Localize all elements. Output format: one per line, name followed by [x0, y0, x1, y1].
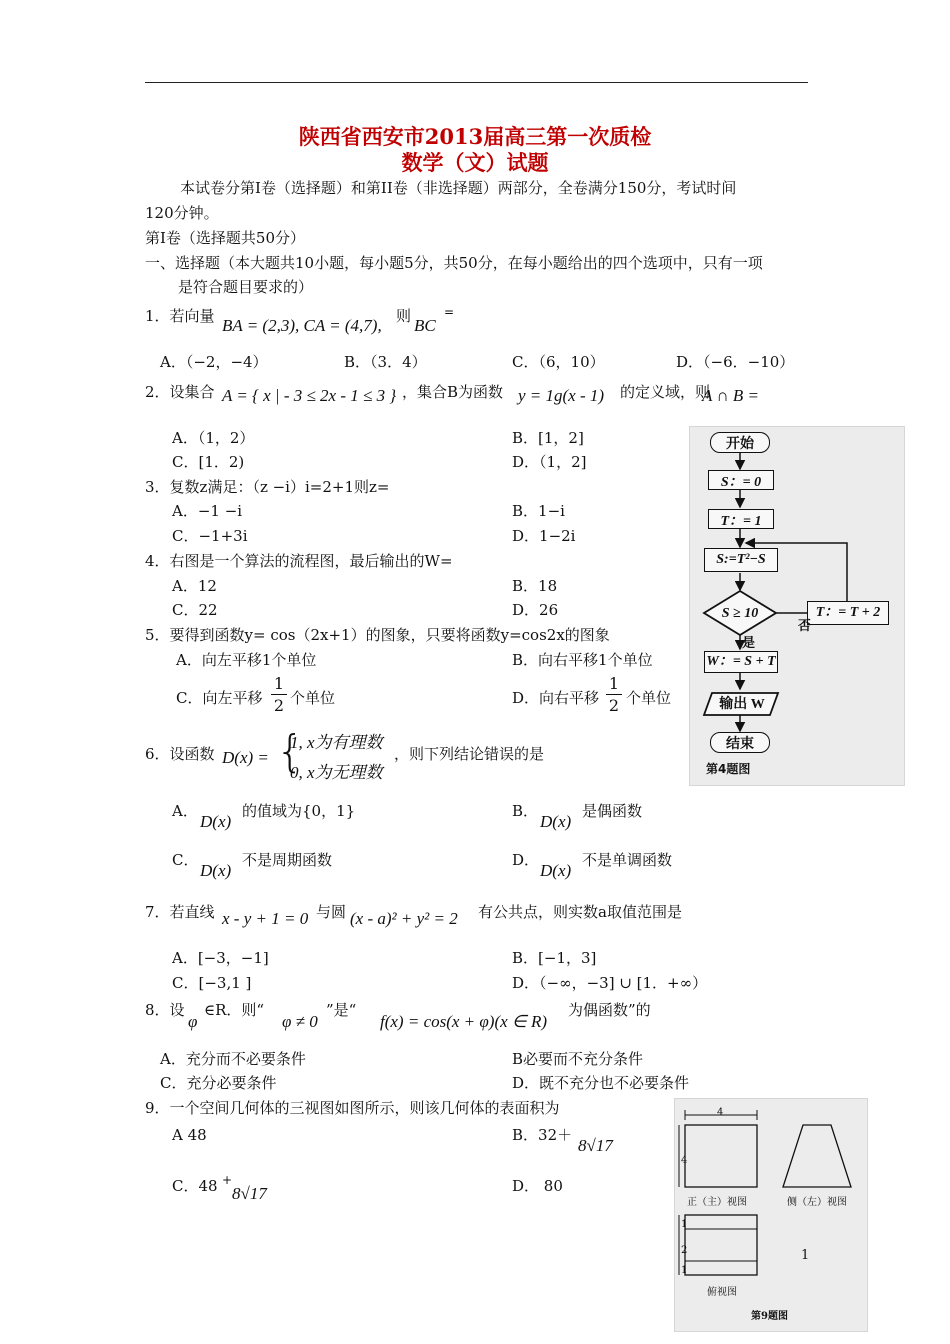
q7-option-c: C．[−3,1 ]	[172, 974, 252, 992]
exam-subtitle: 数学（文）试题	[401, 150, 549, 175]
q6-option-a-dx: D(x)	[200, 812, 232, 831]
q6-case-2: 0, x为无理数	[290, 763, 383, 782]
q8-in-r: ∈R．则“	[204, 1001, 265, 1019]
top-view-label: 俯视图	[707, 1287, 737, 1298]
q6-option-d-dx: D(x)	[540, 861, 572, 880]
q8-option-d: D．既不充分也不必要条件	[512, 1074, 690, 1092]
q1-vectors: BA = (2,3), CA = (4,7),	[222, 316, 382, 335]
q7-tail: 有公共点，则实数a取值范围是	[478, 903, 682, 921]
q6-function: D(x) =	[222, 748, 269, 767]
page-number: 1	[801, 1248, 810, 1263]
q5-option-c-fraction: 1 2	[271, 674, 287, 715]
q1-bc: BC	[414, 316, 436, 335]
q5-option-c-prefix: C．向左平移	[176, 689, 263, 707]
q3-option-c: C．−1+3i	[172, 527, 248, 545]
q1-option-a: A．（−2，−4）	[160, 353, 268, 371]
side-view-label: 侧（左）视图	[787, 1197, 847, 1208]
top-view-dim-1: 1	[681, 1219, 688, 1230]
flowchart-update-t: T：= T + 2	[807, 601, 889, 625]
q8-tail: 为偶函数”的	[568, 1001, 651, 1019]
q2-tail: 的定义域，则	[620, 383, 711, 401]
flowchart-no-label: 否	[798, 619, 812, 634]
q5-stem: 5．要得到函数y= cos（2x+1）的图象，只要将函数y=cos2x的图象	[145, 626, 610, 644]
flowchart-end: 结束	[710, 732, 770, 753]
flowchart-output: 输出 W	[719, 697, 765, 712]
q2-option-d: D．（1，2]	[512, 453, 587, 471]
q8-option-b: B必要而不充分条件	[512, 1050, 644, 1068]
part1-heading: 第Ⅰ卷（选择题共50分）	[145, 229, 306, 247]
q7-line: x - y + 1 = 0	[222, 909, 309, 928]
q1-option-d: D．（−6．−10）	[676, 353, 795, 371]
q6-stem: 6．设函数	[145, 745, 215, 763]
q8-phi: φ	[188, 1012, 198, 1031]
q3-option-d: D．1−2i	[512, 527, 576, 545]
q4-option-b: B．18	[512, 577, 558, 595]
three-view-drawing	[675, 1099, 867, 1331]
flowchart-update-s: S:=T²−S	[704, 548, 778, 572]
intro-line2: 120分钟。	[145, 204, 219, 222]
q5-option-d-unit: 个单位	[626, 689, 672, 707]
q7-option-a: A．[−3，−1]	[172, 949, 269, 967]
q7-stem: 7．若直线	[145, 903, 215, 921]
figure9-caption: 第9题图	[751, 1311, 788, 1322]
q6-option-c-dx: D(x)	[200, 861, 232, 880]
q6-option-c-label: C．	[172, 851, 199, 869]
flowchart-start: 开始	[710, 432, 770, 453]
q6-case-1: 1, x为有理数	[290, 733, 383, 752]
q6-option-a-text: 的值域为{0，1}	[242, 802, 356, 820]
q1-option-b: B．（3．4）	[344, 353, 427, 371]
q2-option-a: A．（1，2）	[172, 429, 255, 447]
header-rule	[145, 82, 808, 83]
q9-option-b-root: 8√17	[578, 1136, 613, 1155]
q6-option-a-label: A．	[172, 802, 198, 820]
q6-option-c-text: 不是周期函数	[242, 851, 333, 869]
q3-option-a: A．−1 −i	[172, 502, 243, 520]
section-instructions-1: 一、选择题（本大题共10小题，每小题5分，共50分，在每小题给出的四个选项中，只有一项	[145, 254, 763, 272]
q5-option-b: B．向右平移1个单位	[512, 651, 653, 669]
q4-option-d: D．26	[512, 601, 559, 619]
front-view-height: 4	[681, 1155, 688, 1166]
q7-mid: 与圆	[316, 903, 347, 921]
q5-option-d-fraction: 1 2	[606, 674, 622, 715]
q7-circle: (x - a)² + y² = 2	[350, 909, 458, 928]
flowchart-init-t: T：= 1	[708, 509, 774, 529]
exam-title: 陕西省西安市2013届高三第一次质检	[298, 124, 652, 149]
section-instructions-2: 是符合题目要求的）	[178, 278, 314, 296]
q3-option-b: B．1−i	[512, 502, 565, 520]
q4-option-a: A．12	[172, 577, 217, 595]
flowchart-init-s: S：= 0	[708, 470, 774, 490]
q2-mid: ，集合B为函数	[402, 383, 504, 401]
q2-intersection: A ∩ B =	[702, 386, 759, 405]
q6-option-b-dx: D(x)	[540, 812, 572, 831]
top-view-dim-3: 1	[681, 1265, 688, 1276]
q8-stem: 8．设	[145, 1001, 185, 1019]
q9-option-a: A 48	[172, 1126, 207, 1144]
q7-option-d: D．（−∞，−3] ∪ [1．+∞）	[512, 974, 708, 992]
q6-option-d-text: 不是单调函数	[582, 851, 673, 869]
q1-option-c: C．（6，10）	[512, 353, 605, 371]
q9-option-b: B．32＋	[512, 1126, 573, 1144]
q1-eq: =	[444, 305, 455, 319]
q1-stem: 1．若向量	[145, 307, 215, 325]
q6-option-d-label: D．	[512, 851, 540, 869]
q2-option-b: B．[1，2]	[512, 429, 584, 447]
q5-option-a: A．向左平移1个单位	[176, 651, 317, 669]
q4-option-c: C．22	[172, 601, 218, 619]
q9-stem: 9．一个空间几何体的三视图如图所示，则该几何体的表面积为	[145, 1099, 560, 1117]
q2-func: y = 1g(x - 1)	[518, 386, 605, 405]
q9-option-c-plus: +	[222, 1173, 233, 1187]
q6-option-b-text: 是偶函数	[582, 802, 643, 820]
flowchart-caption: 第4题图	[706, 762, 751, 776]
q9-option-d: D． 80	[512, 1177, 563, 1195]
q3-stem: 3．复数z满足：（z −i）i=2+1则z=	[145, 478, 390, 496]
q5-option-d-prefix: D．向右平移	[512, 689, 600, 707]
q2-stem: 2．设集合	[145, 383, 215, 401]
q9-option-c-root: 8√17	[232, 1184, 267, 1203]
q4-stem: 4．右图是一个算法的流程图，最后输出的W=	[145, 552, 453, 570]
flowchart-condition: S ≥ 10	[721, 606, 759, 621]
q7-option-b: B．[−1，3]	[512, 949, 597, 967]
q2-set-a: A = { x | - 3 ≤ 2x - 1 ≤ 3 }	[222, 386, 397, 405]
q8-option-c: C．充分必要条件	[160, 1074, 277, 1092]
top-view-dim-2: 2	[681, 1245, 688, 1256]
q8-function: f(x) = cos(x + φ)(x ∈ R)	[380, 1012, 548, 1031]
q8-option-a: A．充分而不必要条件	[160, 1050, 306, 1068]
three-view-figure	[674, 1098, 868, 1332]
q6-option-b-label: B．	[512, 802, 539, 820]
q6-brace: {	[276, 726, 304, 777]
q5-option-c-unit: 个单位	[290, 689, 336, 707]
q1-then: 则	[396, 307, 412, 325]
q8-condition: φ ≠ 0	[282, 1012, 318, 1031]
flowchart-yes-label: 是	[742, 636, 756, 651]
flowchart-compute-w: W：= S + T	[704, 651, 778, 673]
q2-option-c: C．[1．2)	[172, 453, 245, 471]
q6-tail: ，则下列结论错误的是	[394, 745, 545, 763]
q8-mid: ”是“	[326, 1001, 357, 1019]
front-view-width: 4	[717, 1107, 724, 1118]
intro-line1: 本试卷分第Ⅰ卷（选择题）和第II卷（非选择题）两部分，全卷满分150分，考试时间	[180, 179, 737, 197]
flowchart-figure	[689, 426, 905, 786]
front-view-label: 正（主）视图	[687, 1197, 747, 1208]
q9-option-c: C．48	[172, 1177, 218, 1195]
